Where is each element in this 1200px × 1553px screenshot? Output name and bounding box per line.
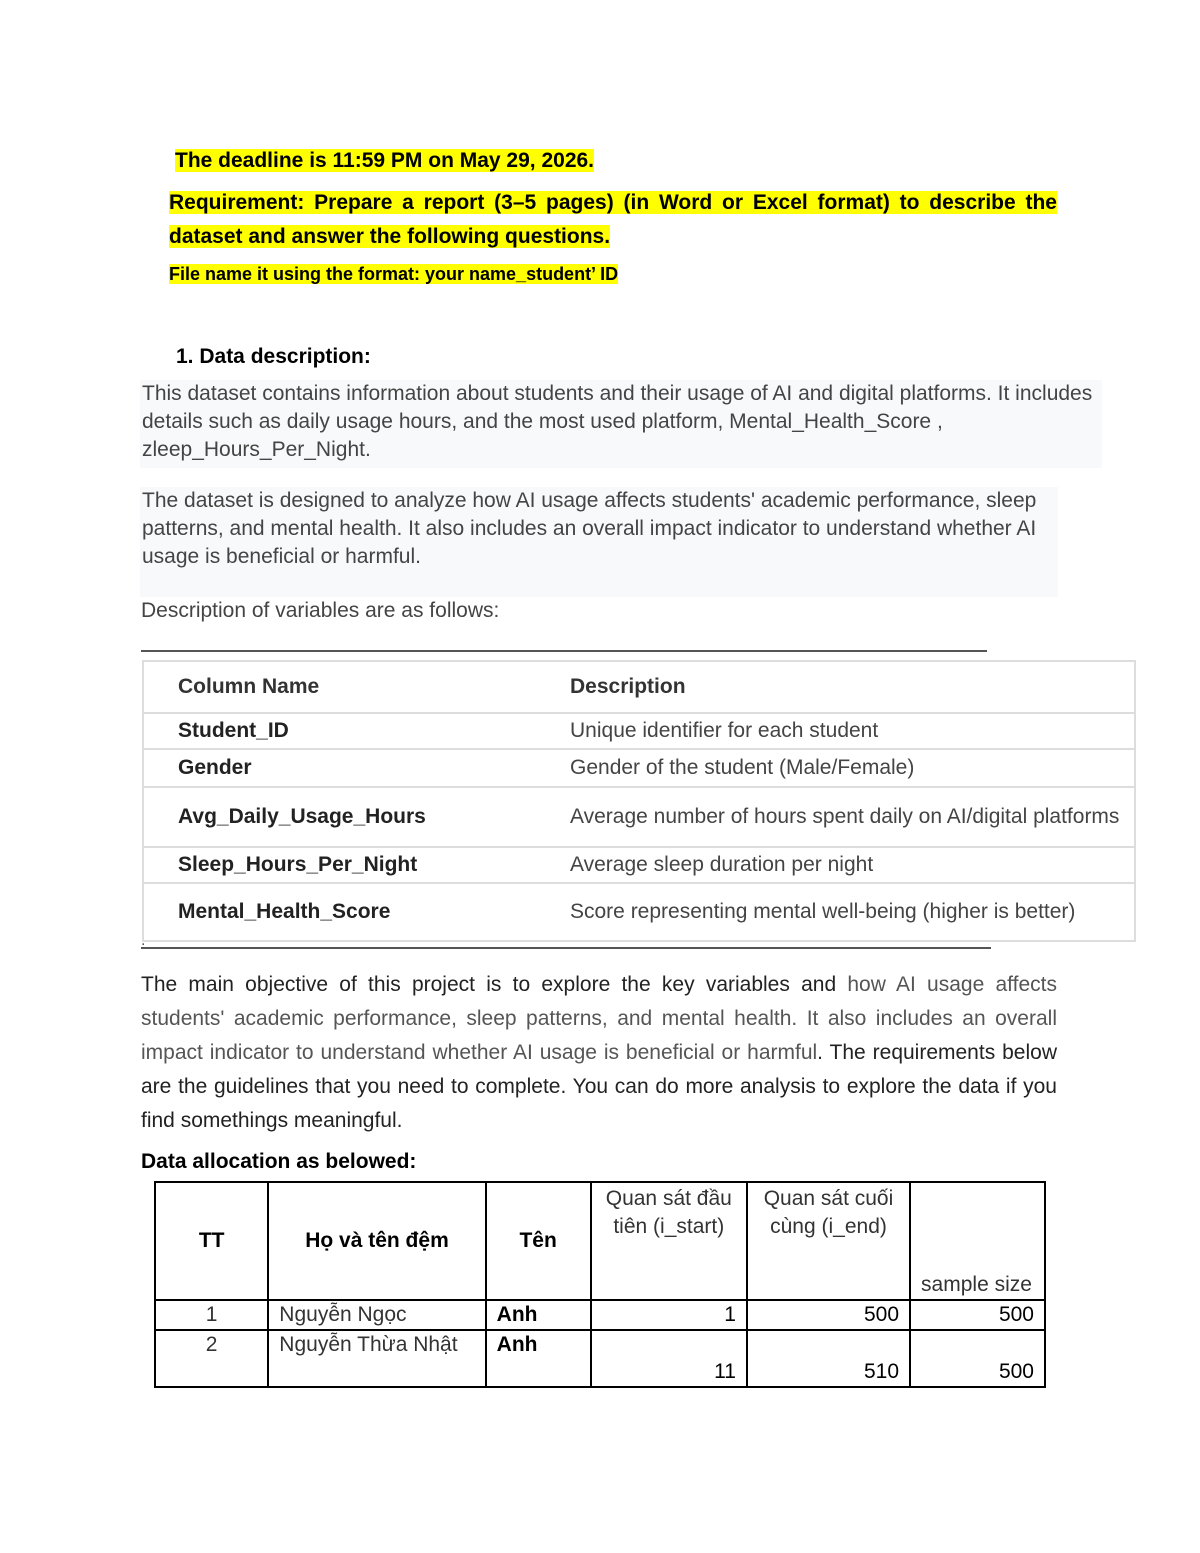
dataset-paragraph-1: This dataset contains information about students and their usage of AI and digital platforms. It includes details such as daily usage hours, and the most used platform, Mental_Health_Score , zleep_Hours_Per_Night. xyxy=(140,380,1102,468)
filename-line xyxy=(169,261,618,287)
variable-name: Student_ID xyxy=(143,713,546,749)
table-row xyxy=(143,713,1135,749)
variable-description: Average number of hours spent daily on AI/digital platforms xyxy=(546,787,1135,847)
allocation-table xyxy=(154,1181,1046,1388)
variable-name: Gender xyxy=(143,749,546,787)
name-cell: Anh xyxy=(486,1330,591,1387)
tt-cell: 2 xyxy=(155,1330,268,1387)
size-cell: 500 xyxy=(910,1330,1045,1387)
surname-cell: Nguyễn Thừa Nhật xyxy=(268,1330,485,1387)
description-header: Description xyxy=(546,661,1135,713)
divider-line xyxy=(141,947,991,949)
variable-description: Unique identifier for each student xyxy=(546,713,1135,749)
start-header: Quan sát đầu tiên (i_start) xyxy=(591,1182,747,1300)
tt-header: TT xyxy=(155,1182,268,1300)
variable-name: Avg_Daily_Usage_Hours xyxy=(143,787,546,847)
table-row xyxy=(155,1300,1045,1330)
allocation-header-row xyxy=(155,1182,1045,1300)
tt-cell: 1 xyxy=(155,1300,268,1330)
variable-name: Sleep_Hours_Per_Night xyxy=(143,847,546,883)
table-row xyxy=(143,749,1135,787)
deadline-line xyxy=(175,147,594,175)
name-header: Tên xyxy=(486,1182,591,1300)
end-cell: 510 xyxy=(747,1330,910,1387)
surname-cell: Nguyễn Ngọc xyxy=(268,1300,485,1330)
table-row xyxy=(143,787,1135,847)
start-cell: 11 xyxy=(591,1330,747,1387)
size-cell: 500 xyxy=(910,1300,1045,1330)
objective-text-b: how AI usage affects students' academic performance, sleep patterns, and mental health. It also includes an overall impact indicator to understand whether AI usage is beneficial or harmful xyxy=(141,973,1057,1064)
stray-dot: . xyxy=(141,932,146,949)
table-row xyxy=(143,883,1135,941)
size-header: sample size xyxy=(910,1182,1045,1300)
requirement-text: Requirement: Prepare a report (3–5 pages) (in Word or Excel format) to describe the dataset and answer the following questions. xyxy=(169,191,1057,248)
start-cell: 1 xyxy=(591,1300,747,1330)
variable-name: Mental_Health_Score xyxy=(143,883,546,941)
requirement-line xyxy=(169,186,1057,254)
table-row xyxy=(155,1330,1045,1387)
variable-description: Gender of the student (Male/Female) xyxy=(546,749,1135,787)
divider-line xyxy=(141,650,987,652)
objective-text-c: . The requirements below are the guidelines that you need to complete. You can do more analysis to explore the data if you find somethings meaningful. xyxy=(141,1041,1057,1132)
dataset-paragraph-2: The dataset is designed to analyze how AI usage affects students' academic performance, sleep patterns, and mental health. It also includes an overall impact indicator to understand whether AI usage is beneficial or harmful. xyxy=(140,487,1058,597)
table-header-row xyxy=(143,661,1135,713)
end-cell: 500 xyxy=(747,1300,910,1330)
variables-table xyxy=(142,660,1136,942)
allocation-title: Data allocation as belowed: xyxy=(141,1150,417,1173)
filename-text: File name it using the format: your name_student’ ID xyxy=(169,264,619,284)
objective-paragraph xyxy=(141,968,1057,1138)
variable-description: Score representing mental well-being (higher is better) xyxy=(546,883,1135,941)
surname-header: Họ và tên đệm xyxy=(268,1182,485,1300)
variable-description: Average sleep duration per night xyxy=(546,847,1135,883)
end-header: Quan sát cuối cùng (i_end) xyxy=(747,1182,910,1300)
variables-intro: Description of variables are as follows: xyxy=(141,599,500,622)
deadline-text: The deadline is 11:59 PM on May 29, 2026. xyxy=(175,149,595,172)
name-cell: Anh xyxy=(486,1300,591,1330)
objective-text-a: The main objective of this project is to explore the key variables and xyxy=(141,973,848,996)
column-name-header: Column Name xyxy=(143,661,546,713)
section-heading: 1. Data description: xyxy=(176,345,371,368)
table-row xyxy=(143,847,1135,883)
